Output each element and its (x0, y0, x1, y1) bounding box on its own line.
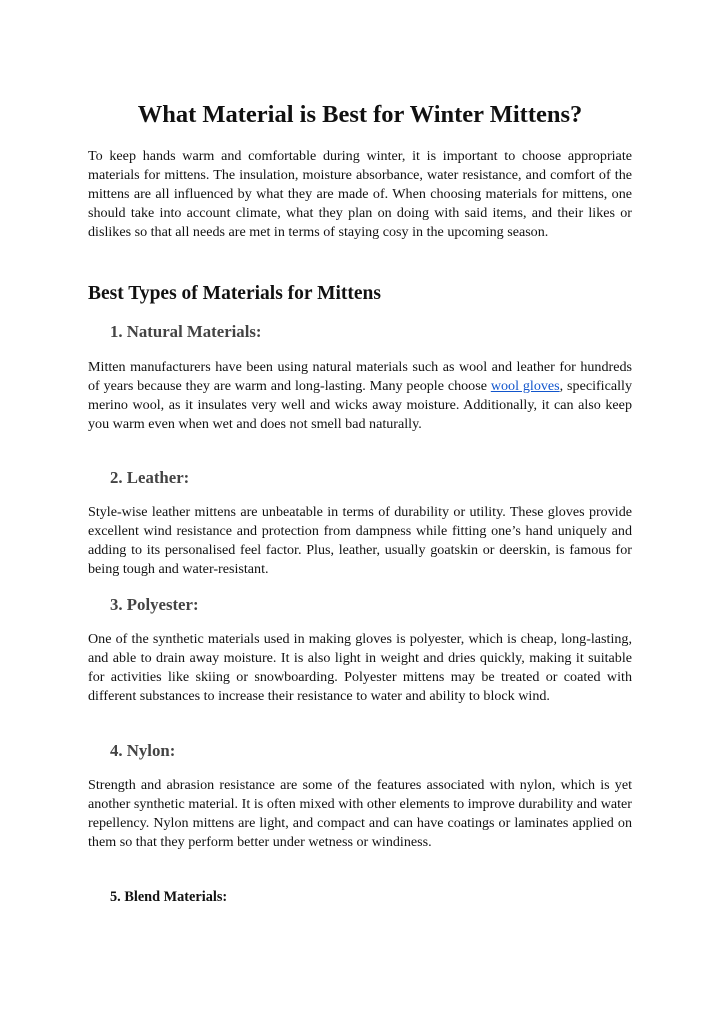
item-number: 2. (110, 468, 123, 487)
paragraph-text: , specifically merino wool, as it insulates very well and wicks away moisture. Additionally, it can also keep you warm even when wet and does not smell bad naturally. (88, 377, 632, 432)
wool-gloves-link[interactable]: wool gloves (490, 377, 560, 394)
item-number: 3. (110, 595, 123, 614)
item-heading-label: Natural Materials: (126, 322, 262, 341)
natural-materials-paragraph (88, 358, 632, 434)
paragraph-text: Mitten manufacturers have been using natural materials such as wool and leather for hundreds of years because they are warm and long-lasting. Many people choose (88, 359, 632, 394)
item-heading-blend-materials (110, 886, 227, 908)
item-heading-leather (110, 467, 189, 489)
nylon-paragraph: Strength and abrasion resistance are some of the features associated with nylon, which is yet another synthetic material. It is often mixed with other elements to improve durability and water repellency. Nylon mittens are light, and compact and can have coatings or laminates applied on them so that they perform better under wetness or windiness. (88, 777, 632, 850)
intro-paragraph: To keep hands warm and comfortable during winter, it is important to choose appropriate materials for mittens. The insulation, moisture absorbance, water resistance, and comfort of the mittens are all influenced by what they are made of. When choosing materials for mittens, one should take into account climate, what they plan on doing with said items, and their likes or dislikes so that all needs are met in terms of staying cosy in the upcoming season. (88, 148, 632, 240)
item-heading-label: Blend Materials: (124, 889, 228, 905)
leather-paragraph: Style-wise leather mittens are unbeatable in terms of durability or utility. These gloves provide excellent wind resistance and protection from dampness while fitting one’s hand uniquely and adding to its personalised feel factor. Plus, leather, usually goatskin or deerskin, is famous for being tough and water-resistant. (88, 504, 632, 577)
item-heading-label: Nylon: (126, 741, 176, 760)
item-number: 4. (110, 741, 123, 760)
polyester-paragraph: One of the synthetic materials used in making gloves is polyester, which is cheap, long-lasting, and able to drain away moisture. It is also light in weight and dries quickly, making it suitable for activities like skiing or snowboarding. Polyester mittens may be treated or coated with different substances to increase their resistance to water and ability to block wind. (88, 631, 632, 704)
page-title: What Material is Best for Winter Mittens? (137, 101, 583, 128)
item-heading-natural-materials (110, 321, 261, 343)
item-heading-label: Polyester: (126, 595, 199, 614)
item-heading-nylon (110, 740, 175, 762)
item-number: 5. (110, 889, 121, 905)
item-number: 1. (110, 322, 123, 341)
section-heading: Best Types of Materials for Mittens (88, 283, 381, 304)
item-heading-label: Leather: (126, 468, 190, 487)
item-heading-polyester (110, 594, 199, 616)
